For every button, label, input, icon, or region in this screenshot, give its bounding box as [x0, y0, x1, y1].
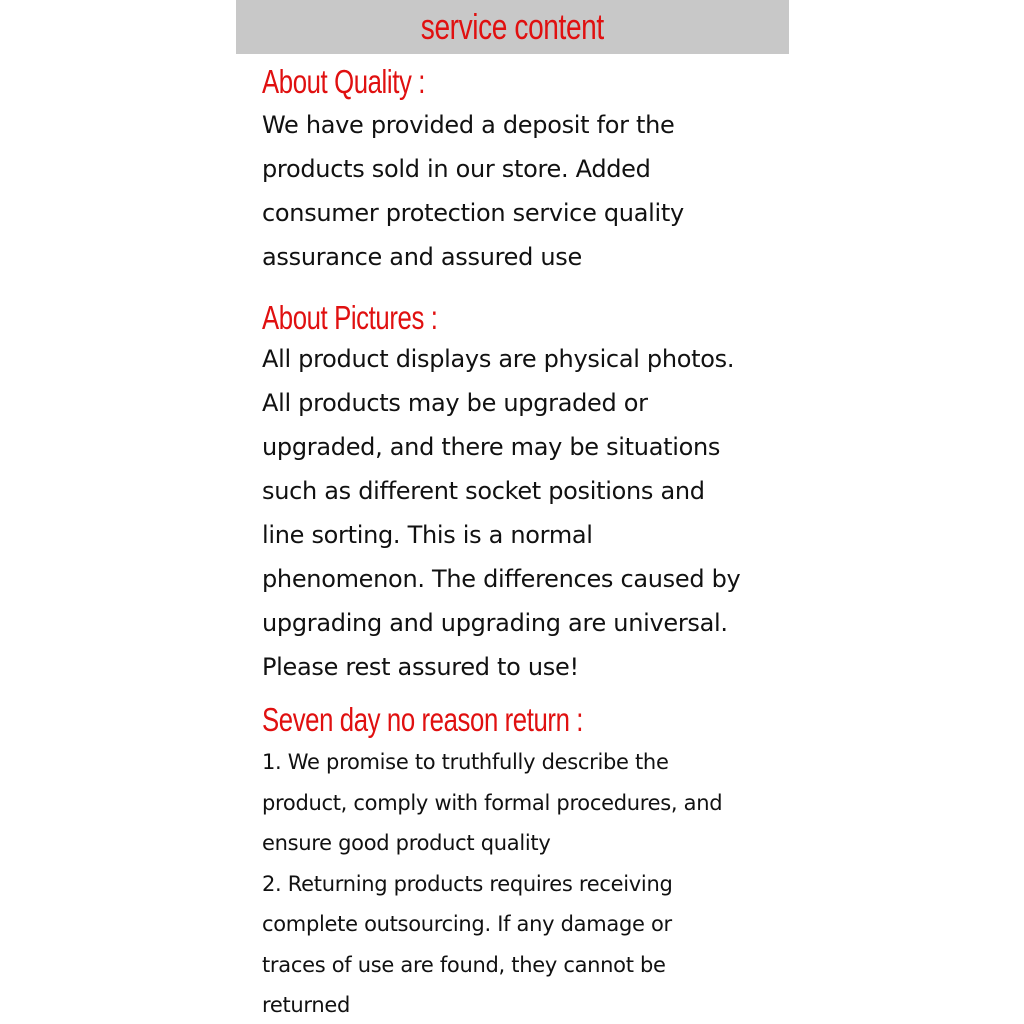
seven-day-return-text — [262, 742, 772, 1024]
text-line: 2. Returning products requires receiving — [262, 871, 673, 896]
text-line: phenomenon. The differences caused by — [262, 565, 741, 593]
service-content-banner — [236, 0, 789, 54]
text-line: We have provided a deposit for the — [262, 111, 675, 139]
text-line: 1. We promise to truthfully describe the — [262, 750, 669, 774]
seven-day-return-heading: Seven day no reason return : — [262, 701, 584, 738]
text-line: assurance and assured use — [262, 243, 582, 271]
text-line: consumer protection service quality — [262, 199, 684, 227]
text-line: such as different socket positions and — [262, 477, 705, 505]
about-pictures-text — [262, 337, 772, 689]
text-line: upgrading and upgrading are universal. — [262, 609, 728, 637]
text-line: returned — [262, 993, 351, 1017]
banner-title: service content — [420, 6, 605, 47]
text-line: All product displays are physical photos. — [262, 345, 735, 373]
text-line: Please rest assured to use! — [262, 653, 579, 681]
about-pictures-heading: About Pictures : — [262, 299, 438, 336]
text-line: traces of use are found, they cannot be — [262, 952, 666, 977]
text-line: All products may be upgraded or — [262, 389, 648, 417]
text-line: ensure good product quality — [262, 831, 551, 855]
about-quality-heading: About Quality : — [262, 63, 425, 100]
text-line: products sold in our store. Added — [262, 155, 651, 183]
text-line: product, comply with formal procedures, and — [262, 790, 723, 815]
text-line: upgraded, and there may be situations — [262, 433, 721, 461]
text-line: line sorting. This is a normal — [262, 521, 593, 549]
about-quality-text — [262, 103, 772, 279]
text-line: complete outsourcing. If any damage or — [262, 912, 672, 936]
